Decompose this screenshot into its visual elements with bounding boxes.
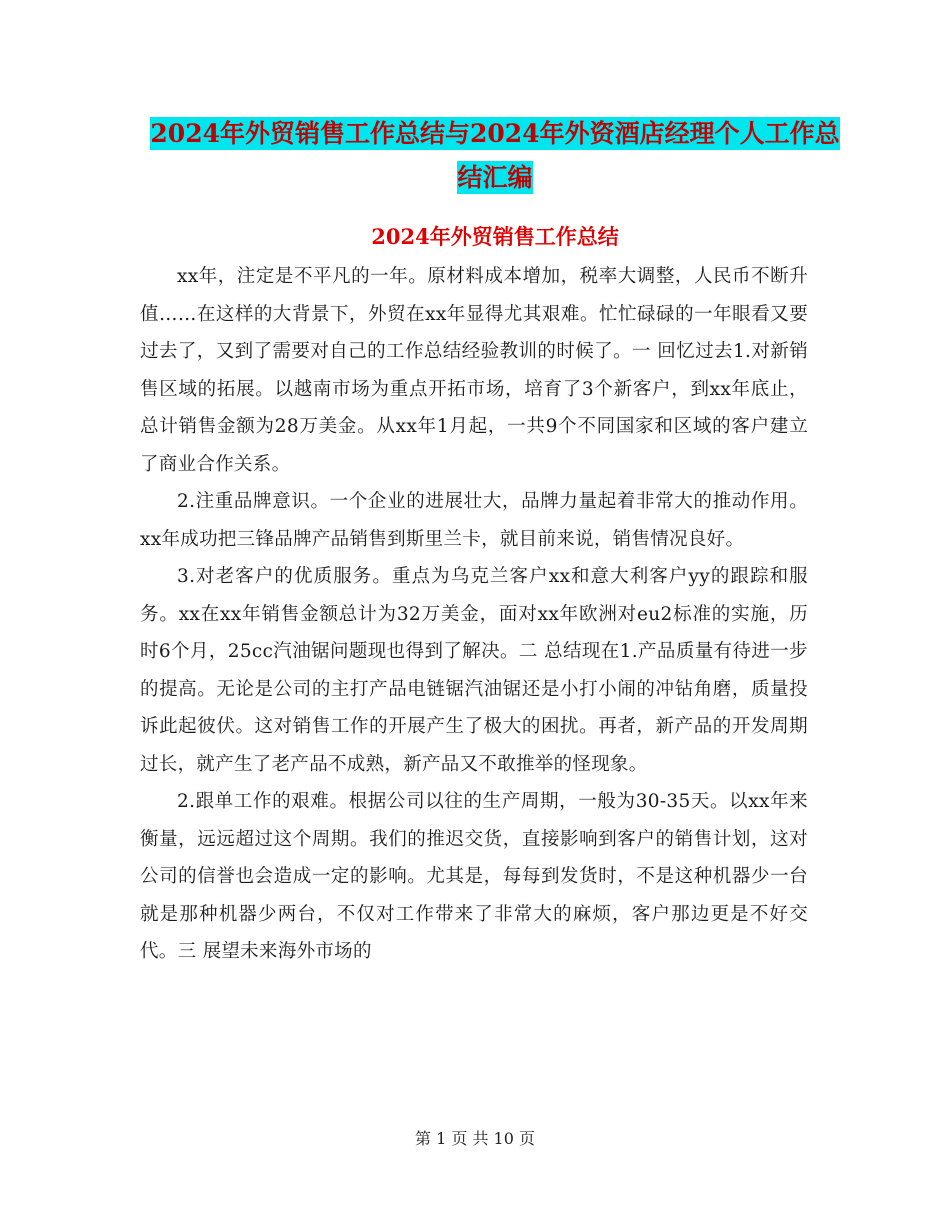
document-title (140, 112, 850, 200)
section-title: 2024年外贸销售工作总结 (371, 224, 619, 249)
paragraph: 3.对老客户的优质服务。重点为乌克兰客户xx和意大利客户yy的跟踪和服务。xx在xx年销售金额总计为32万美金，面对xx年欧洲对eu2标准的实施，历时6个月，25cc汽油锯问题现也得到了解决。二 总结现在1.产品质量有待进一步的提高。无论是公司的主打产品电链锯汽油锯还是小打小闹的冲钻角磨，质量投诉此起彼伏。这对销售工作的开展产生了极大的困扰。再者，新产品的开发周期过长，就产生了老产品不成熟，新产品又不敢推举的怪现象。 (140, 566, 808, 775)
paragraph: 2.注重品牌意识。一个企业的进展壮大，品牌力量起着非常大的推动作用。xx年成功把三锋品牌产品销售到斯里兰卡，就目前来说，销售情况良好。 (140, 491, 808, 550)
document-body (140, 258, 808, 971)
page-footer: 第 1 页 共 10 页 (415, 1129, 535, 1148)
paragraph: xx年，注定是不平凡的一年。原材料成本增加，税率大调整，人民币不断升值……在这样的大背景下，外贸在xx年显得尤其艰难。忙忙碌碌的一年眼看又要过去了，又到了需要对自己的工作总结经验教训的时候了。一 回忆过去1.对新销售区域的拓展。以越南市场为重点开拓市场，培育了3个新客户，到xx年底止，总计销售金额为28万美金。从xx年1月起，一共9个不同国家和区域的客户建立了商业合作关系。 (140, 266, 808, 475)
paragraph: 2.跟单工作的艰难。根据公司以往的生产周期，一般为30-35天。以xx年来衡量，远远超过这个周期。我们的推迟交货，直接影响到客户的销售计划，这对公司的信誉也会造成一定的影响。尤其是，每每到发货时，不是这种机器少一台就是那种机器少两台，不仅对工作带来了非常大的麻烦，客户那边更是不好交代。三 展望未来海外市场的 (140, 791, 808, 962)
document-title-text: 2024年外贸销售工作总结与2024年外资酒店经理个人工作总结汇编 (150, 119, 840, 192)
